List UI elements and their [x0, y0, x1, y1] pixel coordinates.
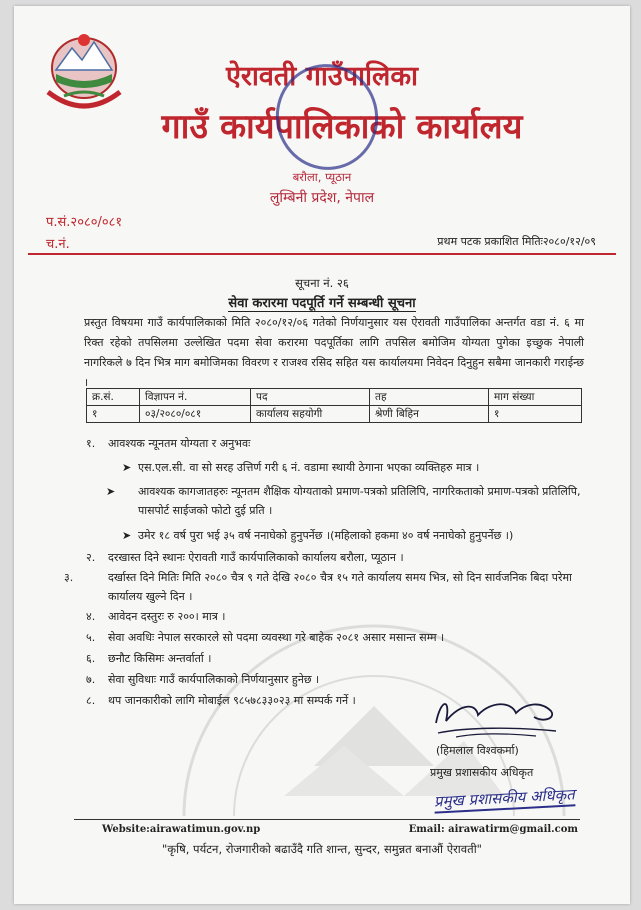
org-name-title: ऐरावती गाउँपालिका [225, 61, 419, 92]
notice-intro: प्रस्तुत विषयमा गाउँ कार्यपालिकाको मिति २०८०/१२/०६ गतेको निर्णयानुसार यस ऐरावती गाउँपालिका अन्तर्गत वडा नं. ६ मा रिक्त रहेको तपसिलमा उल्लेखित पदमा सेवा करारमा पदपूर्तिका लागि तपसिल बमोजिम योग्यता पुगेका इच्छुक नेपाली नागरिकले ७ दिन भित्र माग बमोजिमका विवरण र राजश्व रसिद सहित यस कार्यालयमा निवेदन दिनुहुन सबैमा जानकारी गराईन्छ । [84, 316, 584, 389]
dispatch-number: च.नं. [46, 237, 70, 252]
list-item-text: आवश्यक न्यूनतम योग्यता र अनुभवः [108, 437, 251, 450]
arrow-icon: ➤ [122, 461, 132, 474]
list-item [86, 649, 606, 668]
notice-subject [14, 293, 630, 311]
list-item-number: ४. [86, 610, 96, 623]
address-line: बरौला, प्यूठान [292, 170, 352, 184]
table-cell: १ [489, 406, 582, 423]
office-name-title: गाउँ कार्यपालिकाको कार्यालय [161, 107, 523, 147]
qualification-item [106, 482, 610, 520]
footer-divider [74, 819, 580, 820]
signatory-title: प्रमुख प्रशासकीय अधिकृत [430, 766, 534, 779]
table-header-row [87, 389, 582, 406]
list-item-text: थप जानकारीको लागि मोबाईल ९८५७८३३०२३ मा सम्पर्क गर्ने । [108, 694, 356, 707]
table-cell: श्रेणी बिहिन [370, 406, 489, 423]
table-header: क्र.सं. [87, 389, 140, 406]
table-header: पद [251, 389, 370, 406]
notice-number: सूचना नं. २६ [295, 276, 349, 290]
footer-motto: "कृषि, पर्यटन, रोजगारीको बढाउँदै गति शान्त, सुन्दर, समुन्नत बनाऔं ऐरावती" [162, 842, 482, 856]
header-divider [28, 253, 616, 255]
notice-page [14, 6, 630, 904]
table-header: माग संख्या [489, 389, 582, 406]
list-item [86, 607, 606, 626]
list-item [64, 568, 608, 606]
list-item-text: दर्खास्त दिने मितिः मिति २०८० चैत्र ९ गते देखि २०८० चैत्र १५ गते कार्यालय समय भित्र, सो दिन सार्वजनिक बिदा परेमा कार्यालय खुल्ने दिन । [108, 571, 572, 603]
handwritten-signature-icon [416, 693, 576, 743]
qualification-item [122, 458, 594, 477]
qualification-text: आवश्यक कागजातहरुः न्यूनतम शैक्षिक योग्यताको प्रमाण-पत्रको प्रतिलिपि, नागरिकताको प्रमाण-पत्रको प्रतिलिपि, पासपोर्ट साईजको फोटो दुई प्रति । [138, 485, 581, 517]
table-header: तह [370, 389, 489, 406]
vacancy-table [86, 388, 582, 423]
list-item [86, 548, 606, 567]
notice-subject-text: सेवा करारमा पदपूर्ति गर्ने सम्बन्धी सूचना [228, 296, 416, 311]
list-item-number: २. [86, 551, 96, 564]
list-item [86, 628, 606, 647]
list-item-number: १. [86, 437, 96, 450]
footer-website: Website:airawatimun.gov.np [102, 824, 261, 835]
footer-email: Email: airawatirm@gmail.com [408, 824, 578, 835]
qualification-item [122, 526, 594, 545]
table-cell: १ [87, 406, 140, 423]
arrow-icon: ➤ [122, 529, 132, 542]
list-item-text: छनौट किसिमः अन्तर्वार्ता । [108, 652, 212, 665]
table-row [87, 406, 582, 423]
province-line: लुम्बिनी प्रदेश, नेपाल [269, 190, 375, 206]
list-item-number: ७. [86, 673, 96, 686]
arrow-icon: ➤ [106, 485, 116, 498]
signatory-stamp: प्रमुख प्रशासकीय अधिकृत [434, 784, 576, 813]
signatory-name: (हिमलाल विश्वकर्मा) [436, 744, 519, 757]
reference-number: प.सं.२०८०/०८१ [46, 215, 123, 230]
list-item [86, 670, 606, 689]
list-item-text: आवेदन दस्तुरः रु २००। मात्र । [108, 610, 226, 623]
list-item-text: सेवा अवधिः नेपाल सरकारले सो पदमा व्यवस्था गरे बाहेक २०८१ असार मसान्त सम्म । [108, 631, 445, 644]
qualification-text: एस.एल.सी. वा सो सरह उत्तिर्ण गरी ६ नं. वडामा स्थायी ठेगाना भएका व्यक्तिहरु मात्र । [138, 461, 480, 474]
list-item-text: दरखास्त दिने स्थानः ऐरावती गाउँ कार्यपालिकाको कार्यालय बरौला, प्यूठान । [108, 551, 404, 564]
qualification-text: उमेर १८ वर्ष पुरा भई ३५ वर्ष ननाघेको हुनुपर्नेछ ।(महिलाको हकमा ४० वर्ष ननाघेको हुनुपर्नेछ ।) [138, 529, 514, 542]
table-cell: ०३/२०८०/०८१ [140, 406, 251, 423]
published-date: प्रथम पटक प्रकाशित मितिः२०८०/१२/०९ [437, 235, 596, 248]
list-item-number: ५. [86, 631, 96, 644]
list-item [86, 434, 606, 453]
table-cell: कार्यालय सहयोगी [251, 406, 370, 423]
list-item [86, 691, 416, 710]
table-header: विज्ञापन नं. [140, 389, 251, 406]
list-item-text: सेवा सुविधाः गाउँ कार्यपालिकाको निर्णयानुसार हुनेछ । [108, 673, 320, 686]
list-item-number: ३. [64, 571, 74, 584]
list-item-number: ८. [86, 694, 96, 707]
list-item-number: ६. [86, 652, 96, 665]
